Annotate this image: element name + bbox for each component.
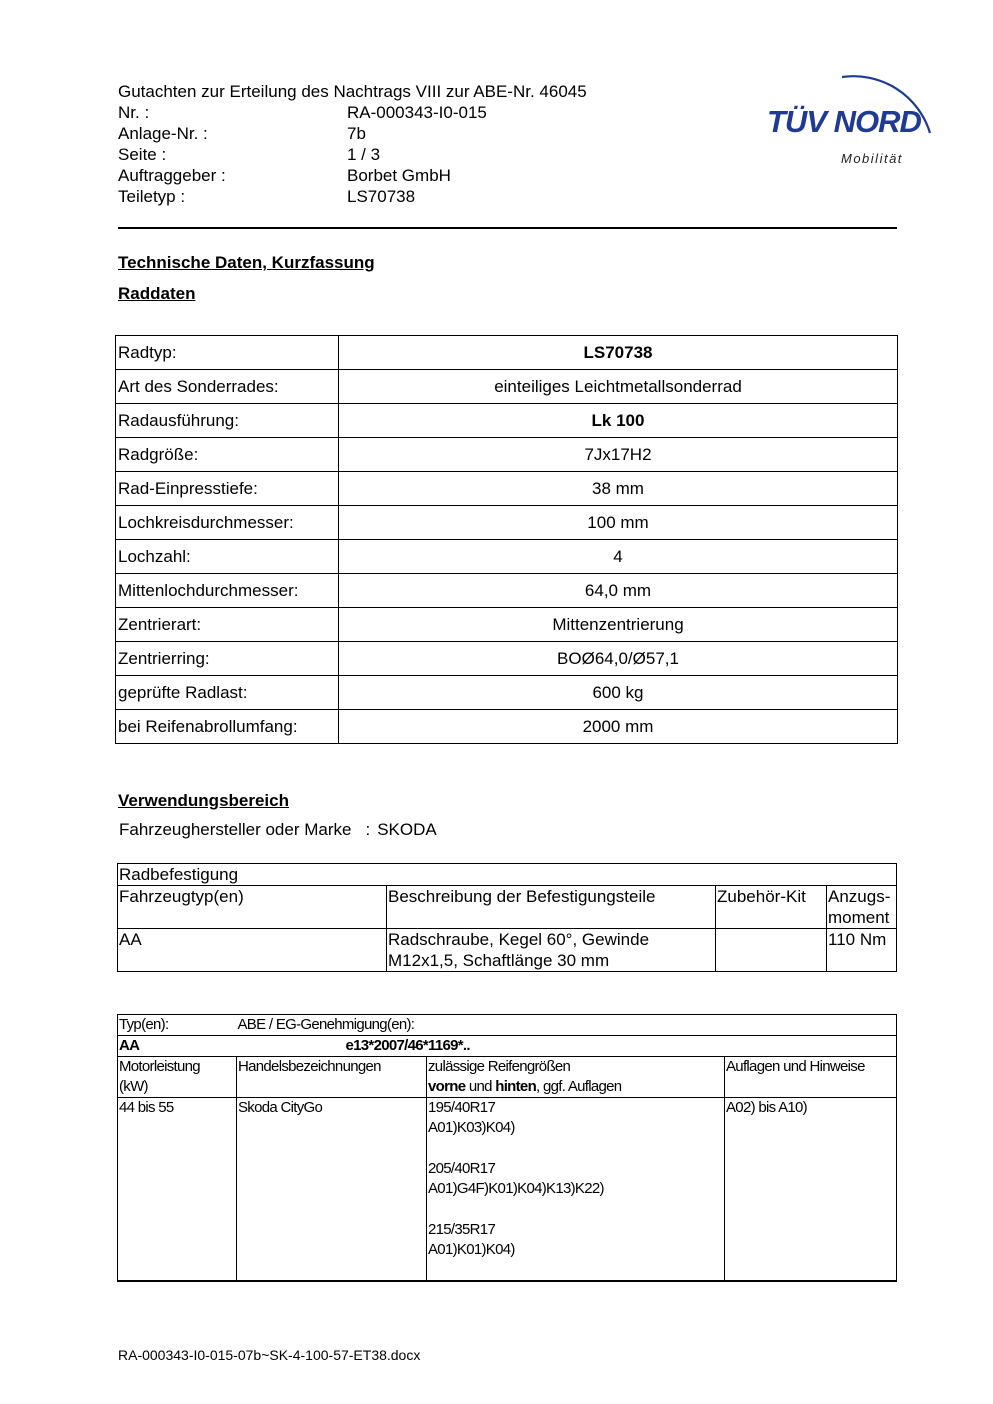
row-label: Radtyp: <box>116 336 339 370</box>
header-label: Teiletyp : <box>118 187 186 206</box>
header-vorne: vorne <box>428 1078 466 1095</box>
row-label: Lochzahl: <box>116 540 339 574</box>
document-title: Gutachten zur Erteilung des Nachtrags VIII zur ABE-Nr. 46045 <box>118 82 587 101</box>
tyre-size: 215/35R17 <box>428 1221 496 1238</box>
header-auflagen: Auflagen und Hinweise <box>725 1057 897 1098</box>
row-value: Lk 100 <box>339 404 898 438</box>
tyre-codes: A01)K03)K04) <box>428 1119 515 1136</box>
abe-value-cell <box>345 1036 897 1057</box>
tyre-size: 205/40R17 <box>428 1160 496 1177</box>
row-label: bei Reifenabrollumfang: <box>116 710 339 744</box>
header-value: RA-000343-I0-015 <box>347 103 487 122</box>
tuev-nord-logo <box>762 55 942 175</box>
row-label: Radgröße: <box>116 438 339 472</box>
row-value: 38 mm <box>339 472 898 506</box>
header-label: Auftraggeber : <box>118 166 226 185</box>
header-handel: Handelsbezeichnungen <box>237 1057 427 1098</box>
header-cell <box>827 886 897 929</box>
fahrzeughersteller-line <box>119 820 437 840</box>
header-label: Nr. : <box>118 103 150 122</box>
header-value: Borbet GmbH <box>347 166 451 185</box>
header-cell: Zubehör-Kit <box>716 886 827 929</box>
row-value: Mittenzentrierung <box>339 608 898 642</box>
cell-moment: 110 Nm <box>827 929 897 972</box>
header-label: Seite : <box>118 145 167 164</box>
table-row <box>116 404 898 438</box>
fahrzeug-label: Fahrzeughersteller oder Marke <box>119 820 352 839</box>
header-value: LS70738 <box>347 187 416 206</box>
table-row <box>116 574 898 608</box>
raddaten-table <box>115 335 898 744</box>
cell-auflagen: A02) bis A10) <box>725 1098 897 1282</box>
row-value: 4 <box>339 540 898 574</box>
header-text: moment <box>828 908 890 927</box>
typ-label: Typ(en): <box>118 1015 427 1036</box>
abe-label-cell <box>237 1015 897 1036</box>
row-value: 100 mm <box>339 506 898 540</box>
logo-brand: TÜV NORD <box>767 104 921 139</box>
row-value: 64,0 mm <box>339 574 898 608</box>
row-label: Mittenlochdurchmesser: <box>116 574 339 608</box>
header-auflagen-suffix: , ggf. Auflagen <box>536 1078 622 1095</box>
header-cell: Fahrzeugtyp(en) <box>118 886 387 929</box>
row-label: Radausführung: <box>116 404 339 438</box>
fahrzeug-sep: : <box>365 820 371 839</box>
table-row <box>116 438 898 472</box>
cell-typ: AA <box>118 929 387 972</box>
header-text <box>428 1077 723 1097</box>
section-title-tech: Technische Daten, Kurzfassung <box>118 253 375 272</box>
table-row <box>118 1036 897 1057</box>
cell-handel: Skoda CityGo <box>237 1098 427 1282</box>
table-row <box>118 864 897 886</box>
cell-motor: 44 bis 55 <box>118 1098 237 1282</box>
tyre-codes: A01)K01)K04) <box>428 1241 515 1258</box>
table-header-row <box>118 1057 897 1098</box>
table-row <box>116 506 898 540</box>
row-label: Lochkreisdurchmesser: <box>116 506 339 540</box>
tyre-size: 195/40R17 <box>428 1099 496 1116</box>
table-row <box>116 642 898 676</box>
row-label: Zentrierart: <box>116 608 339 642</box>
cell-kit <box>716 929 827 972</box>
header-text: Anzugs- <box>828 887 891 906</box>
table-row <box>118 929 897 972</box>
header-reifen <box>427 1057 725 1098</box>
typ-value: AA <box>118 1036 427 1057</box>
radbefestigung-table <box>117 863 897 972</box>
row-value: 7Jx17H2 <box>339 438 898 472</box>
table-row <box>118 1098 897 1282</box>
table-row <box>116 710 898 744</box>
desc-line: Radschraube, Kegel 60°, Gewinde <box>388 930 650 949</box>
table-row <box>116 676 898 710</box>
header-text: Motorleistung <box>119 1058 200 1075</box>
tyre-codes: A01)G4F)K01)K04)K13)K22) <box>428 1180 604 1197</box>
table-row <box>118 1015 897 1036</box>
typ-table <box>117 1014 897 1282</box>
footer-filename: RA-000343-I0-015-07b~SK-4-100-57-ET38.docx <box>118 1347 421 1363</box>
header-und: und <box>465 1078 496 1095</box>
table-row <box>116 540 898 574</box>
table-row <box>116 370 898 404</box>
row-value: einteiliges Leichtmetallsonderrad <box>339 370 898 404</box>
befestigung-title: Radbefestigung <box>118 864 897 886</box>
fahrzeug-value: SKODA <box>377 820 437 839</box>
row-label: Rad-Einpresstiefe: <box>116 472 339 506</box>
logo-subtitle: Mobilität <box>841 151 903 166</box>
table-row <box>116 336 898 370</box>
row-label: Zentrierring: <box>116 642 339 676</box>
header-text: zulässige Reifengrößen <box>428 1058 571 1075</box>
header-value: 1 / 3 <box>347 145 381 164</box>
header-text: (kW) <box>119 1078 148 1095</box>
table-header-row <box>118 886 897 929</box>
header-cell: Beschreibung der Befestigungsteile <box>387 886 716 929</box>
row-value: 2000 mm <box>339 710 898 744</box>
header-hinten: hinten <box>495 1078 537 1095</box>
header-label: Anlage-Nr. : <box>118 124 208 143</box>
header-motor <box>118 1057 237 1098</box>
section-title-raddaten: Raddaten <box>118 284 196 303</box>
desc-line: M12x1,5, Schaftlänge 30 mm <box>388 951 610 970</box>
abe-value: e13*2007/46*1169*.. <box>345 1037 470 1054</box>
row-value: 600 kg <box>339 676 898 710</box>
row-value: BOØ64,0/Ø57,1 <box>339 642 898 676</box>
header-value: 7b <box>347 124 366 143</box>
cell-reifen <box>427 1098 725 1282</box>
section-title-verwendung: Verwendungsbereich <box>118 791 289 810</box>
cell-desc <box>387 929 716 972</box>
header-divider <box>118 227 897 229</box>
row-label: geprüfte Radlast: <box>116 676 339 710</box>
table-row <box>116 608 898 642</box>
abe-label: ABE / EG-Genehmigung(en): <box>237 1016 415 1033</box>
row-value: LS70738 <box>339 336 898 370</box>
row-label: Art des Sonderrades: <box>116 370 339 404</box>
table-row <box>116 472 898 506</box>
